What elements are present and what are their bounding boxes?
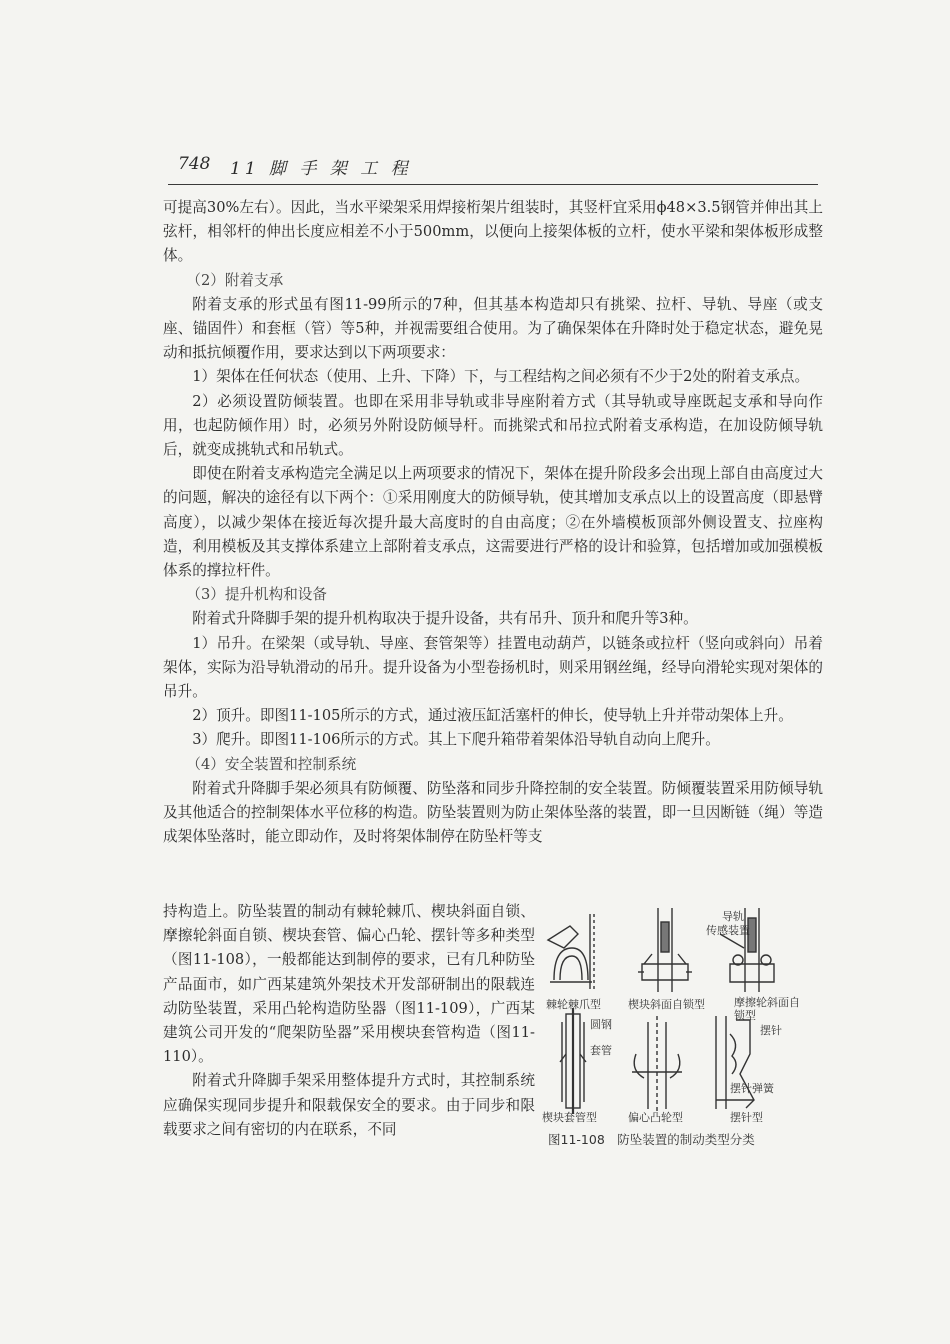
chapter-title: 11 脚 手 架 工 程 xyxy=(230,159,412,179)
section-heading: （4）安全装置和控制系统 xyxy=(186,755,357,773)
paragraph: 附着式升降脚手架的提升机构取决于提升设备，共有吊升、顶升和爬升等3种。 xyxy=(192,610,698,628)
paragraph: 持构造上。防坠装置的制动有棘轮棘爪、楔块斜面自锁、摩擦轮斜面自锁、楔块套管、偏心凸轮、摆针等多种类型（图11-108），一般都能达到制停的要求，已有几种防坠产品面市，如广西某建筑外架技术开发部研制出的限载连动防坠装置，采用凸轮构造防坠器（图11-109），广西某建筑公司开发的“爬架防坠器”采用楔块套管构造（图11-110）。 xyxy=(163,903,535,1066)
label-pendulum-spring: 摆针弹簧 xyxy=(730,1082,774,1095)
section-heading: （3）提升机构和设备 xyxy=(186,586,327,604)
body-text xyxy=(163,196,823,849)
label-sensor: 传感装置 xyxy=(706,924,750,937)
wedge-sleeve-diagram xyxy=(560,1008,586,1114)
page-header xyxy=(168,150,818,185)
ratchet-diagram xyxy=(548,914,594,989)
paragraph: 附着式升降脚手架必须具有防倾覆、防坠落和同步升降控制的安全装置。防倾覆装置采用防倾导轨及其他适合的控制架体水平位移的构造。防坠装置则为防止架体坠落的装置，即一旦因断链（绳）等造成架体坠落时，能立即动作，及时将架体制停在防坠杆等支 xyxy=(163,779,823,846)
label-round-steel: 圆钢 xyxy=(590,1018,612,1031)
label-cam: 偏心凸轮型 xyxy=(628,1111,683,1124)
paragraph: 1）架体在任何状态（使用、上升、下降）下，与工程结构之间必须有不少于2处的附着支承点。 xyxy=(192,368,810,386)
wrapped-text xyxy=(163,900,535,1142)
label-wedge-incline: 楔块斜面自锁型 xyxy=(628,998,705,1011)
paragraph: 1）吊升。在梁架（或导轨、导座、套管架等）挂置电动葫芦，以链条或拉杆（竖向或斜向）吊着架体，实际为沿导轨滑动的吊升。提升设备为小型卷扬机时，则采用钢丝绳，经导向滑轮实现对架体的吊升。 xyxy=(163,634,823,701)
label-friction: 摩擦轮斜面自锁型 xyxy=(734,996,800,1022)
label-sleeve: 套管 xyxy=(590,1044,612,1057)
paragraph: 2）必须设置防倾装置。也即在采用非导轨或非导座附着方式（其导轨或导座既起支承和导向作用，也起防倾作用）时，必须另外附设防倾导杆。而挑梁式和吊拉式附着支承构造，在加设防倾导轨后，就变成挑轨式和吊轨式。 xyxy=(163,392,823,459)
wedge-incline-diagram xyxy=(638,908,692,992)
label-wedge-sleeve: 楔块套管型 xyxy=(542,1111,597,1124)
paragraph: 附着支承的形式虽有图11-99所示的7种，但其基本构造却只有挑梁、拉杆、导轨、导座（或支座、锚固件）和套框（管）等5种，并视需要组合使用。为了确保架体在升降时处于稳定状态，避免晃动和抵抗倾覆作用，要求达到以下两项要求： xyxy=(163,295,823,362)
paragraph: 3）爬升。即图11-106所示的方式。其上下爬升箱带着架体沿导轨自动向上爬升。 xyxy=(192,731,720,749)
cam-diagram xyxy=(632,1016,682,1114)
paragraph: 2）顶升。即图11-105所示的方式，通过液压缸活塞杆的伸长，使导轨上升并带动架体上升。 xyxy=(192,707,793,725)
label-guide-rail: 导轨 xyxy=(722,910,744,923)
paragraph: 可提高30%左右）。因此，当水平梁架采用焊接桁架片组装时，其竖杆宜采用ϕ48×3.5钢管并伸出其上弦杆，相邻杆的伸出长度应相差不小于500mm，以便向上接架体板的立杆，使水平梁和架体板形成整体。 xyxy=(163,199,823,265)
paragraph: 附着式升降脚手架采用整体提升方式时，其控制系统应确保实现同步提升和限载保安全的要求。由于同步和限载要求之间有密切的内在联系，不同 xyxy=(163,1072,535,1138)
label-pendulum: 摆针 xyxy=(760,1024,782,1037)
section-heading: （2）附着支承 xyxy=(186,271,284,289)
page-number: 748 xyxy=(178,154,211,174)
figure-caption: 图11-108 防坠装置的制动类型分类 xyxy=(548,1132,755,1147)
label-ratchet: 棘轮棘爪型 xyxy=(546,998,601,1011)
label-pendulum-type: 摆针型 xyxy=(730,1111,763,1124)
paragraph: 即使在附着支承构造完全满足以上两项要求的情况下，架体在提升阶段多会出现上部自由高度过大的问题，解决的途径有以下两个：①采用刚度大的防倾导轨，使其增加支承点以上的设置高度（即悬臂高度），以减少架体在接近每次提升最大高度时的自由高度；②在外墙模板顶部外侧设置支、拉座构造，利用模板及其支撑体系建立上部附着支承点，这需要进行严格的设计和验算，包括增加或加强模板体系的撑拉杆件。 xyxy=(163,465,823,580)
figure-11-108 xyxy=(540,904,822,1154)
